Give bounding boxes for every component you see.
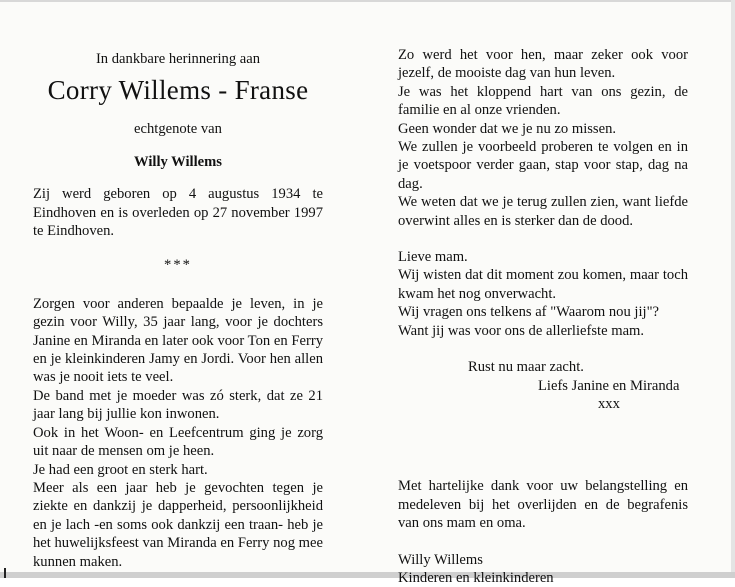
farewell-line: Want jij was voor ons de allerliefste mam.: [398, 322, 645, 339]
life-paragraph: Zorgen voor anderen bepaalde je leven, in je gezin voor Willy, 35 jaar lang, voor je dochters Janine en Miranda en later ook voor Ton en Ferry en je kleinkinderen Jamy en Jordi. Voor hen allen was je nooit iets te veel.: [33, 295, 323, 386]
farewell-line: Wij vragen ons telkens af "Waarom nou jij"?: [398, 304, 660, 321]
farewell-line: Wij wisten dat dit moment zou komen, maar toch kwam het nog onverwacht.: [398, 267, 688, 302]
sign-rest: Rust nu maar zacht.: [468, 359, 584, 376]
birth-death-text: Zij werd geboren op 4 augustus 1934 te Eindhoven en is overleden op 27 november 1997 te Eindhoven.: [33, 186, 323, 240]
left-column: [33, 46, 323, 571]
life-paragraph: Je had een groot en sterk hart.: [33, 461, 208, 478]
tribute-text: [398, 46, 688, 230]
farewell-line: Lieve mam.: [398, 249, 468, 266]
tribute-paragraph: We zullen je voorbeeld proberen te volgen en in je voetspoor verder gaan, stap voor stap, dag na dag.: [398, 139, 688, 192]
family-name: Willy Willems: [398, 551, 483, 568]
separator-stars: ***: [164, 257, 192, 274]
spouse-label: echtgenote van: [134, 121, 222, 138]
sign-names: Liefs Janine en Miranda: [538, 377, 680, 394]
life-paragraph: Meer als een jaar heb je gevochten tegen je ziekte en dankzij je dapperheid, persoonlijkheid en je lach -en soms ook dankzij een traan- heb je het huwelijksfeest van Miranda en Ferry nog mee kunnen maken.: [33, 479, 323, 570]
right-column: [398, 46, 688, 587]
card-top-edge: [0, 0, 735, 2]
thanks-text: Met hartelijke dank voor uw belangstelling en medeleven bij het overlijden en de begrafenis van ons mam en oma.: [398, 478, 688, 532]
sign-kisses: xxx: [598, 395, 620, 412]
family-subtitle: Kinderen en kleinkinderen: [398, 569, 554, 586]
intro-text: In dankbare herinnering aan: [95, 51, 261, 67]
deceased-name: Corry Willems - Franse: [47, 75, 309, 106]
scan-mark: [4, 568, 6, 578]
life-paragraph: Ook in het Woon- en Leefcentrum ging je zorg uit naar de mensen om je heen.: [33, 424, 323, 460]
life-paragraph: De band met je moeder was zó sterk, dat ze 21 jaar lang bij jullie kon inwonen.: [33, 387, 323, 423]
card-right-edge: [731, 0, 735, 578]
tribute-paragraph: Zo werd het voor hen, maar zeker ook voor jezelf, de mooiste dag van hun leven.: [398, 47, 688, 82]
tribute-paragraph: Geen wonder dat we je nu zo missen.: [398, 120, 617, 137]
spouse-name: Willy Willems: [134, 153, 222, 170]
tribute-paragraph: Je was het kloppend hart van ons gezin, de familie en al onze vrienden.: [398, 83, 688, 119]
tribute-paragraph: We weten dat we je terug zullen zien, want liefde overwint alles en is sterker dan de dood.: [398, 194, 688, 229]
life-text: [33, 295, 323, 571]
farewell-text: [398, 248, 688, 340]
